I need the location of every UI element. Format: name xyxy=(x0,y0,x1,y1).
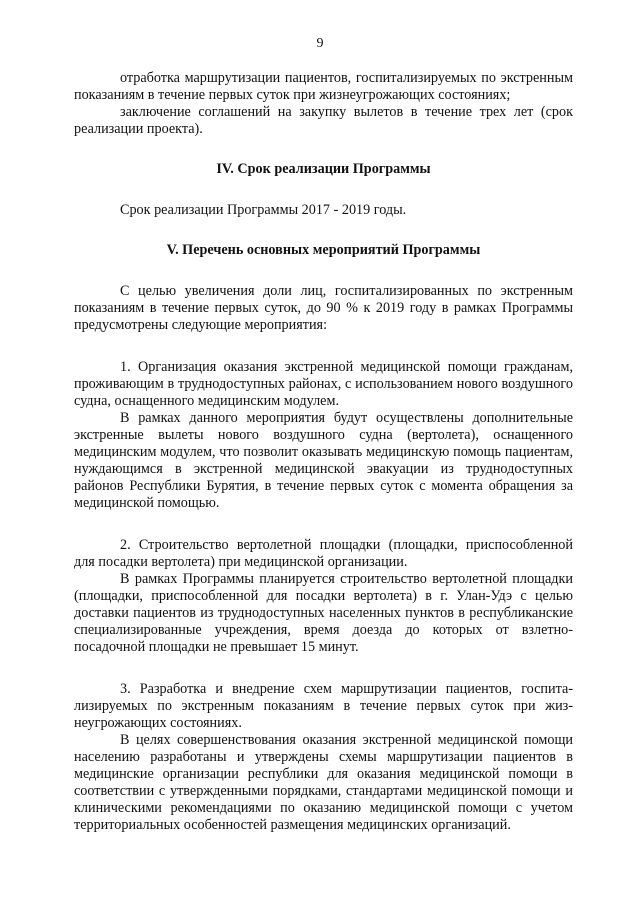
measure-1: 1. Организация оказания экстренной медицинской помощи гражданам, проживающим в труднодоступных районах, с использованием нового воздушного судна, оснащенного медицинским модулем. xyxy=(74,359,573,409)
section-5-heading: V. Перечень основных мероприятий Программы xyxy=(166,242,481,258)
measure-3-details: В целях совершенствования оказания экстренной медицинской помощи населению разработаны и утверждены схемы маршрутизации пациентов в медицинские организации республики для оказания медицинской помощи в соответствии с утвержденными порядками, стандартами медицинской помощи и клиническими рекомендациями по оказанию медицинской помощи с учетом территориальных особенностей размещения медицинских организаций. xyxy=(74,732,573,833)
section-4-heading: IV. Срок реализации Программы xyxy=(216,161,431,177)
intro-item-agreements: заключение соглашений на закупку вылетов в течение трех лет (срок реализации проекта). xyxy=(74,104,573,137)
measure-1-details: В рамках данного мероприятия будут осуществлены дополнительные экстренные вылеты нового воздушного судна (вертолета), оснащенного медицинским модулем, что позволит оказывать медицинскую помощь пациентам, нуждающимся в экстренной медицинской эвакуации из труднодоступных районов Республики Бурятия, в течение первых суток с момента обращения за медицинской помощью. xyxy=(74,410,573,511)
measure-2-details: В рамках Программы планируется строительство вертолетной площадки (площадки, приспособленной для посадки вертолета) в г. Улан-Удэ с целью доставки пациентов из труднодоступных населенных пунктов в республиканские специализированные учреждения, время доезда до которых от взлетно-посадочной площадки не превышает 15 минут. xyxy=(74,571,573,655)
intro-item-routing: отработка маршрутизации пациентов, госпитализируемых по экстренным показаниям в течение первых суток при жизнеугрожающих состояниях; xyxy=(74,70,573,103)
section-4-text: Срок реализации Программы 2017 - 2019 годы. xyxy=(120,202,407,218)
measure-2: 2. Строительство вертолетной площадки (площадки, приспособленной для посадки вертолета) при медицинской организации. xyxy=(74,537,573,570)
page-number: 9 xyxy=(316,36,324,51)
section-5-intro: С целью увеличения доли лиц, госпитализированных по экстренным показаниям в течение первых суток, до 90 % к 2019 году в рамках Программы предусмотрены следующие мероприятия: xyxy=(74,283,573,333)
measure-3: 3. Разработка и внедрение схем маршрутизации пациентов, госпитализируемых по экстренным показаниям в течение первых суток при жизнеугрожающих состояниях. xyxy=(74,681,573,731)
page-content xyxy=(74,70,573,834)
